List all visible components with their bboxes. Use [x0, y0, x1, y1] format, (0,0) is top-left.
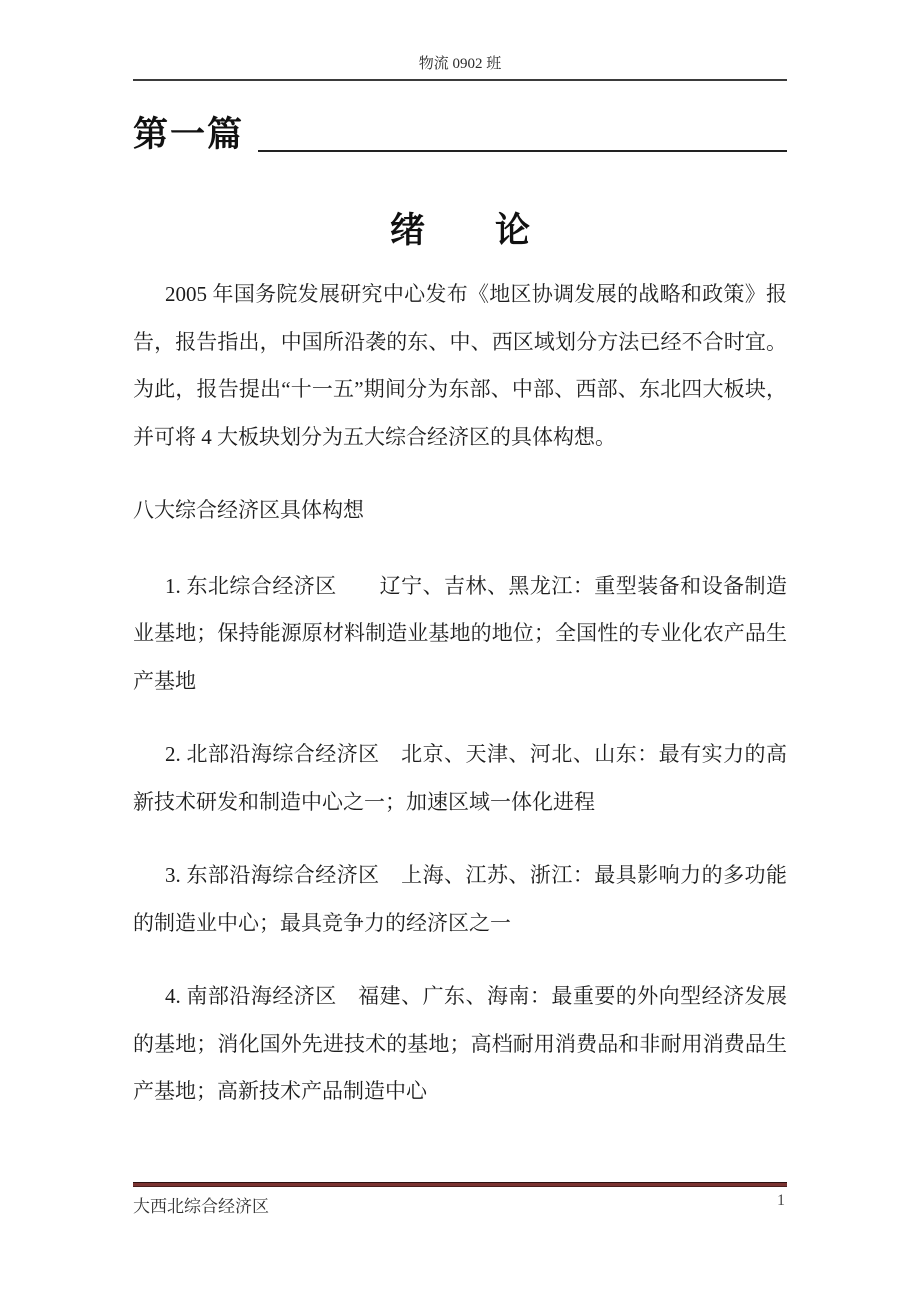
chapter-underline [258, 150, 787, 152]
paragraph-zone-2-north-coastal: 2. 北部沿海综合经济区 北京、天津、河北、山东：最有实力的高新技术研发和制造中心之一；加速区域一体化进程 [133, 742, 787, 814]
footer-row [133, 1192, 787, 1217]
paragraph-zone-1-northeast: 1. 东北综合经济区 辽宁、吉林、黑龙江：重型装备和设备制造业基地；保持能源原材料制造业基地的地位；全国性的专业化农产品生产基地 [133, 573, 787, 693]
header-rule [133, 79, 787, 81]
chapter-label: 第一篇 [133, 115, 245, 154]
section-heading-eight-zones: 八大综合经济区具体构想 [133, 498, 364, 522]
page-content [133, 0, 787, 1116]
header-text: 物流 0902 班 [418, 56, 502, 72]
paragraph-zone-3-east-coastal: 3. 东部沿海综合经济区 上海、江苏、浙江：最具影响力的多功能的制造业中心；最具竞争力的经济区之一 [133, 863, 787, 935]
paragraph-intro: 2005 年国务院发展研究中心发布《地区协调发展的战略和政策》报告，报告指出，中国所沿袭的东、中、西区域划分方法已经不合时宜。为此，报告提出“十一五”期间分为东部、中部、西部、东北四大板块，并可将 4 大板块划分为五大综合经济区的具体构想。 [133, 282, 787, 449]
paragraph-zone-4-south-coastal: 4. 南部沿海经济区 福建、广东、海南：最重要的外向型经济发展的基地；消化国外先进技术的基地；高档耐用消费品和非耐用消费品生产基地；高新技术产品制造中心 [133, 984, 787, 1103]
footer-rule [133, 1182, 787, 1187]
chapter-heading [133, 113, 787, 157]
page-footer [133, 1182, 787, 1217]
footer-text: 大西北综合经济区 [133, 1197, 269, 1216]
page-header [133, 0, 787, 81]
page-number: 1 [777, 1192, 785, 1209]
body-text [133, 271, 787, 1116]
document-title: 绪 论 [389, 211, 530, 250]
